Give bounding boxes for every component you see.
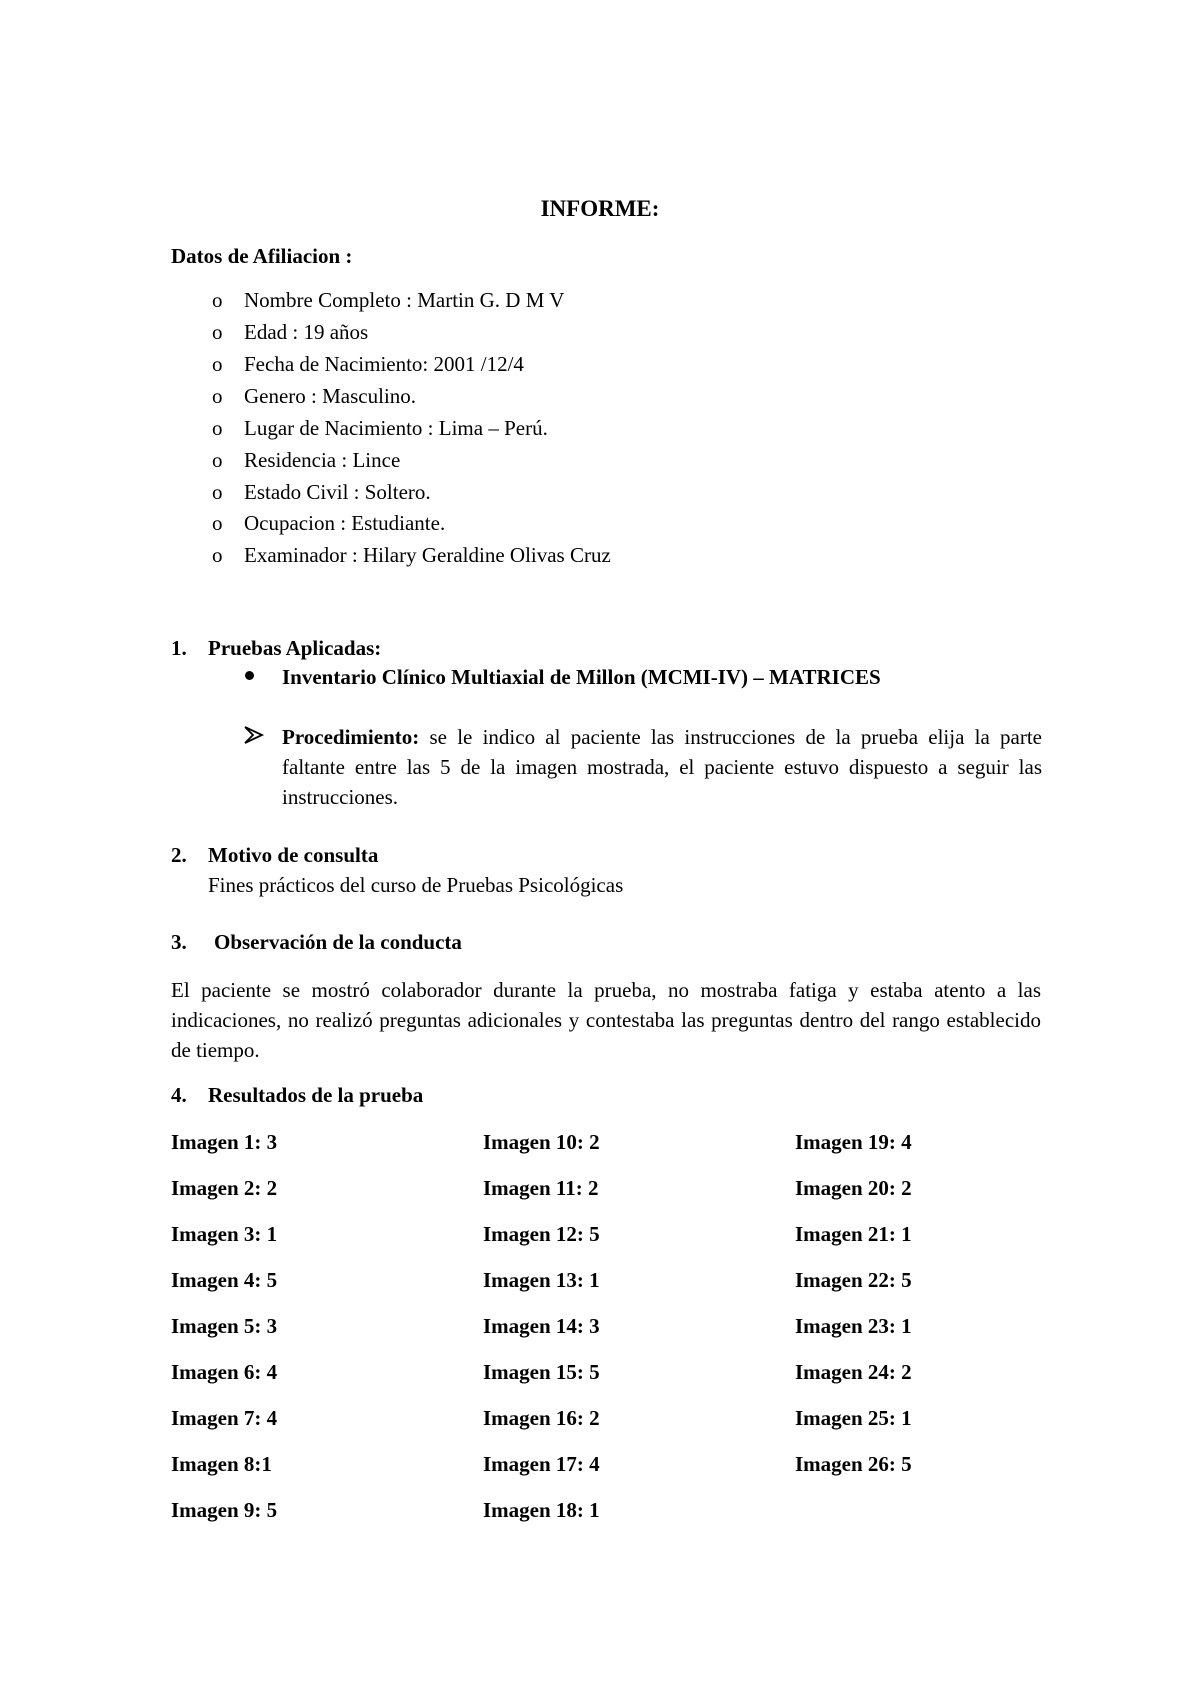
section-heading-observacion: Observación de la conducta xyxy=(214,930,462,954)
list-bullet: o xyxy=(212,480,223,504)
observacion-paragraph: El paciente se mostró colaborador durante la prueba, no mostraba fatiga y estaba atento a las indicaciones, no realizó preguntas adicionales y contestaba las preguntas dentro del rango establecido de tiempo. xyxy=(171,978,1041,1062)
list-bullet: o xyxy=(212,384,223,408)
test-name: Inventario Clínico Multiaxial de Millon (MCMI-IV) – MATRICES xyxy=(282,665,881,689)
result-item: Imagen 4: 5 xyxy=(171,1268,278,1292)
section-number: 4. xyxy=(171,1083,187,1107)
result-item: Imagen 14: 3 xyxy=(483,1314,600,1338)
document-title: INFORME: xyxy=(540,196,660,221)
result-item: Imagen 19: 4 xyxy=(795,1130,912,1154)
section-number: 3. xyxy=(171,930,187,954)
result-item: Imagen 21: 1 xyxy=(795,1222,912,1246)
section-heading-resultados: Resultados de la prueba xyxy=(208,1083,424,1107)
result-item: Imagen 6: 4 xyxy=(171,1360,278,1384)
list-item: Fecha de Nacimiento: 2001 /12/4 xyxy=(244,352,524,376)
result-item: Imagen 10: 2 xyxy=(483,1130,600,1154)
procedure-text: se le indico al paciente las instrucciones de la prueba elija la parte faltante entre las 5 de la imagen mostrada, el paciente estuvo dispuesto a seguir las instrucciones. xyxy=(282,725,1042,809)
result-item: Imagen 7: 4 xyxy=(171,1406,278,1430)
list-bullet: o xyxy=(212,511,223,535)
list-item: Nombre Completo : Martin G. D M V xyxy=(244,288,565,312)
list-item: Ocupacion : Estudiante. xyxy=(244,511,446,535)
list-bullet: o xyxy=(212,543,223,567)
result-item: Imagen 23: 1 xyxy=(795,1314,912,1338)
bullet-dot-icon xyxy=(245,671,254,680)
result-item: Imagen 1: 3 xyxy=(171,1130,278,1154)
result-item: Imagen 11: 2 xyxy=(483,1176,599,1200)
section-heading-motivo: Motivo de consulta xyxy=(208,843,379,867)
result-item: Imagen 22: 5 xyxy=(795,1268,912,1292)
result-item: Imagen 9: 5 xyxy=(171,1498,278,1522)
list-item: Estado Civil : Soltero. xyxy=(244,480,431,504)
motivo-text: Fines prácticos del curso de Pruebas Psicológicas xyxy=(208,873,624,897)
list-item: Edad : 19 años xyxy=(244,320,369,344)
result-item: Imagen 13: 1 xyxy=(483,1268,600,1292)
result-item: Imagen 15: 5 xyxy=(483,1360,600,1384)
arrow-bullet-icon xyxy=(243,725,265,745)
result-item: Imagen 17: 4 xyxy=(483,1452,600,1476)
list-item: Examinador : Hilary Geraldine Olivas Cruz xyxy=(244,543,611,567)
list-bullet: o xyxy=(212,416,223,440)
result-item: Imagen 12: 5 xyxy=(483,1222,600,1246)
list-bullet: o xyxy=(212,320,223,344)
result-item: Imagen 18: 1 xyxy=(483,1498,600,1522)
result-item: Imagen 2: 2 xyxy=(171,1176,278,1200)
list-item: Genero : Masculino. xyxy=(244,384,417,408)
afiliacion-heading: Datos de Afiliacion : xyxy=(171,244,353,268)
result-item: Imagen 16: 2 xyxy=(483,1406,600,1430)
list-item: Lugar de Nacimiento : Lima – Perú. xyxy=(244,416,548,440)
procedure-label: Procedimiento: xyxy=(282,725,420,749)
list-bullet: o xyxy=(212,352,223,376)
section-heading-pruebas: Pruebas Aplicadas: xyxy=(208,636,382,660)
list-bullet: o xyxy=(212,448,223,472)
list-bullet: o xyxy=(212,288,223,312)
result-item: Imagen 25: 1 xyxy=(795,1406,912,1430)
section-number: 2. xyxy=(171,843,187,867)
procedure-paragraph xyxy=(282,722,1042,812)
result-item: Imagen 20: 2 xyxy=(795,1176,912,1200)
result-item: Imagen 26: 5 xyxy=(795,1452,912,1476)
result-item: Imagen 8:1 xyxy=(171,1452,272,1476)
result-item: Imagen 3: 1 xyxy=(171,1222,278,1246)
section-number: 1. xyxy=(171,636,187,660)
list-item: Residencia : Lince xyxy=(244,448,401,472)
result-item: Imagen 5: 3 xyxy=(171,1314,278,1338)
result-item: Imagen 24: 2 xyxy=(795,1360,912,1384)
